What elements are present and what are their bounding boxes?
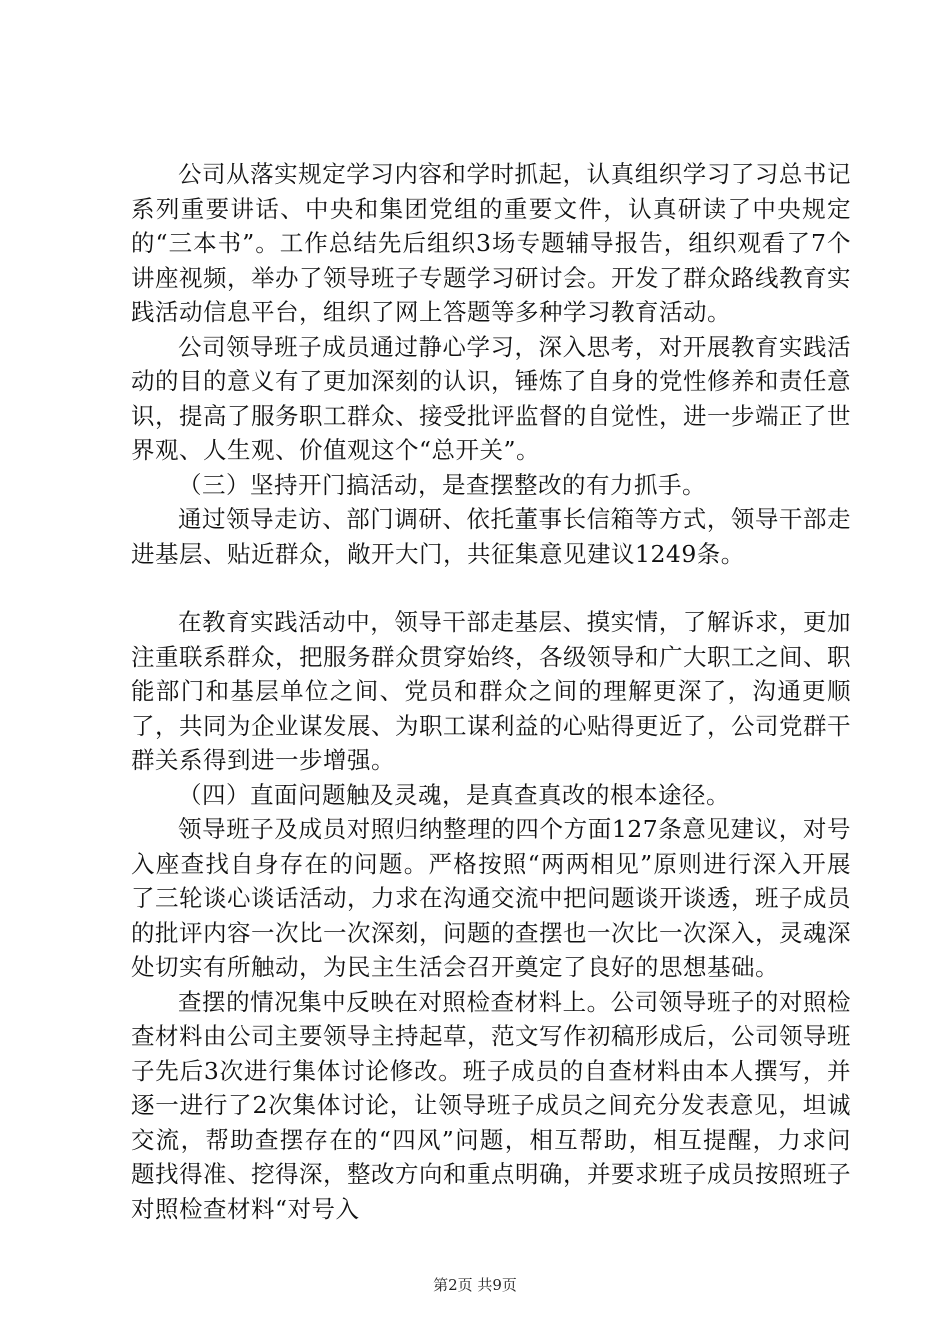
paragraph-spacer <box>131 571 851 605</box>
paragraph-check-materials: 查摆的情况集中反映在对照检查材料上。公司领导班子的对照检查材料由公司主要领导主持起草，范文写作初稿形成后，公司领导班子先后3次进行集体讨论修改。班子成员的自查材料由本人撰写，并逐一进行了2次集体讨论，让领导班子成员之间充分发表意见，坦诚交流，帮助查摆存在的“四风”问题，相互帮助，相互提醒，力求问题找得准、挖得深，整改方向和重点明确，并要求班子成员按照班子对照检查材料“对号入 <box>131 987 851 1223</box>
section-heading-3: （三）坚持开门搞活动，是查摆整改的有力抓手。 <box>178 470 706 499</box>
paragraph-study-organization: 公司从落实规定学习内容和学时抓起，认真组织学习了习总书记系列重要讲话、中央和集团党组的重要文件，认真研读了中央规定的“三本书”。工作总结先后组织3场专题辅导报告，组织观看了7个讲座视频，举办了领导班子专题学习研讨会。开发了群众路线教育实践活动信息平台，组织了网上答题等多种学习教育活动。 <box>131 160 851 326</box>
section-heading-4: （四）直面问题触及灵魂，是真查真改的根本途径。 <box>178 780 730 809</box>
paragraph-study-outcomes: 公司领导班子成员通过静心学习，深入思考，对开展教育实践活动的目的意义有了更加深刻的认识，锤炼了自身的党性修养和责任意识，提高了服务职工群众、接受批评监督的自觉性，进一步端正了世界观、人生观、价值观这个“总开关”。 <box>131 332 851 464</box>
paragraph-collect-opinions: 通过领导走访、部门调研、依托董事长信箱等方式，领导干部走进基层、贴近群众，敞开大门，共征集意见建议1249条。 <box>131 505 851 568</box>
paragraph-practice-activities: 在教育实践活动中，领导干部走基层、摸实情，了解诉求，更加注重联系群众，把服务群众贯穿始终，各级领导和广大职工之间、职能部门和基层单位之间、党员和群众之间的理解更深了，沟通更顺了，共同为企业谋发展、为职工谋利益的心贴得更近了，公司党群干群关系得到进一步增强。 <box>131 608 851 774</box>
page-number-footer: 第2页 共9页 <box>433 1276 517 1294</box>
paragraph-talk-activities: 领导班子及成员对照归纳整理的四个方面127条意见建议，对号入座查找自身存在的问题。严格按照“两两相见”原则进行深入开展了三轮谈心谈话活动，力求在沟通交流中把问题谈开谈透，班子成员的批评内容一次比一次深刻，问题的查摆也一次比一次深入，灵魂深处切实有所触动，为民主生活会召开奠定了良好的思想基础。 <box>131 815 851 981</box>
document-body <box>131 157 851 1226</box>
